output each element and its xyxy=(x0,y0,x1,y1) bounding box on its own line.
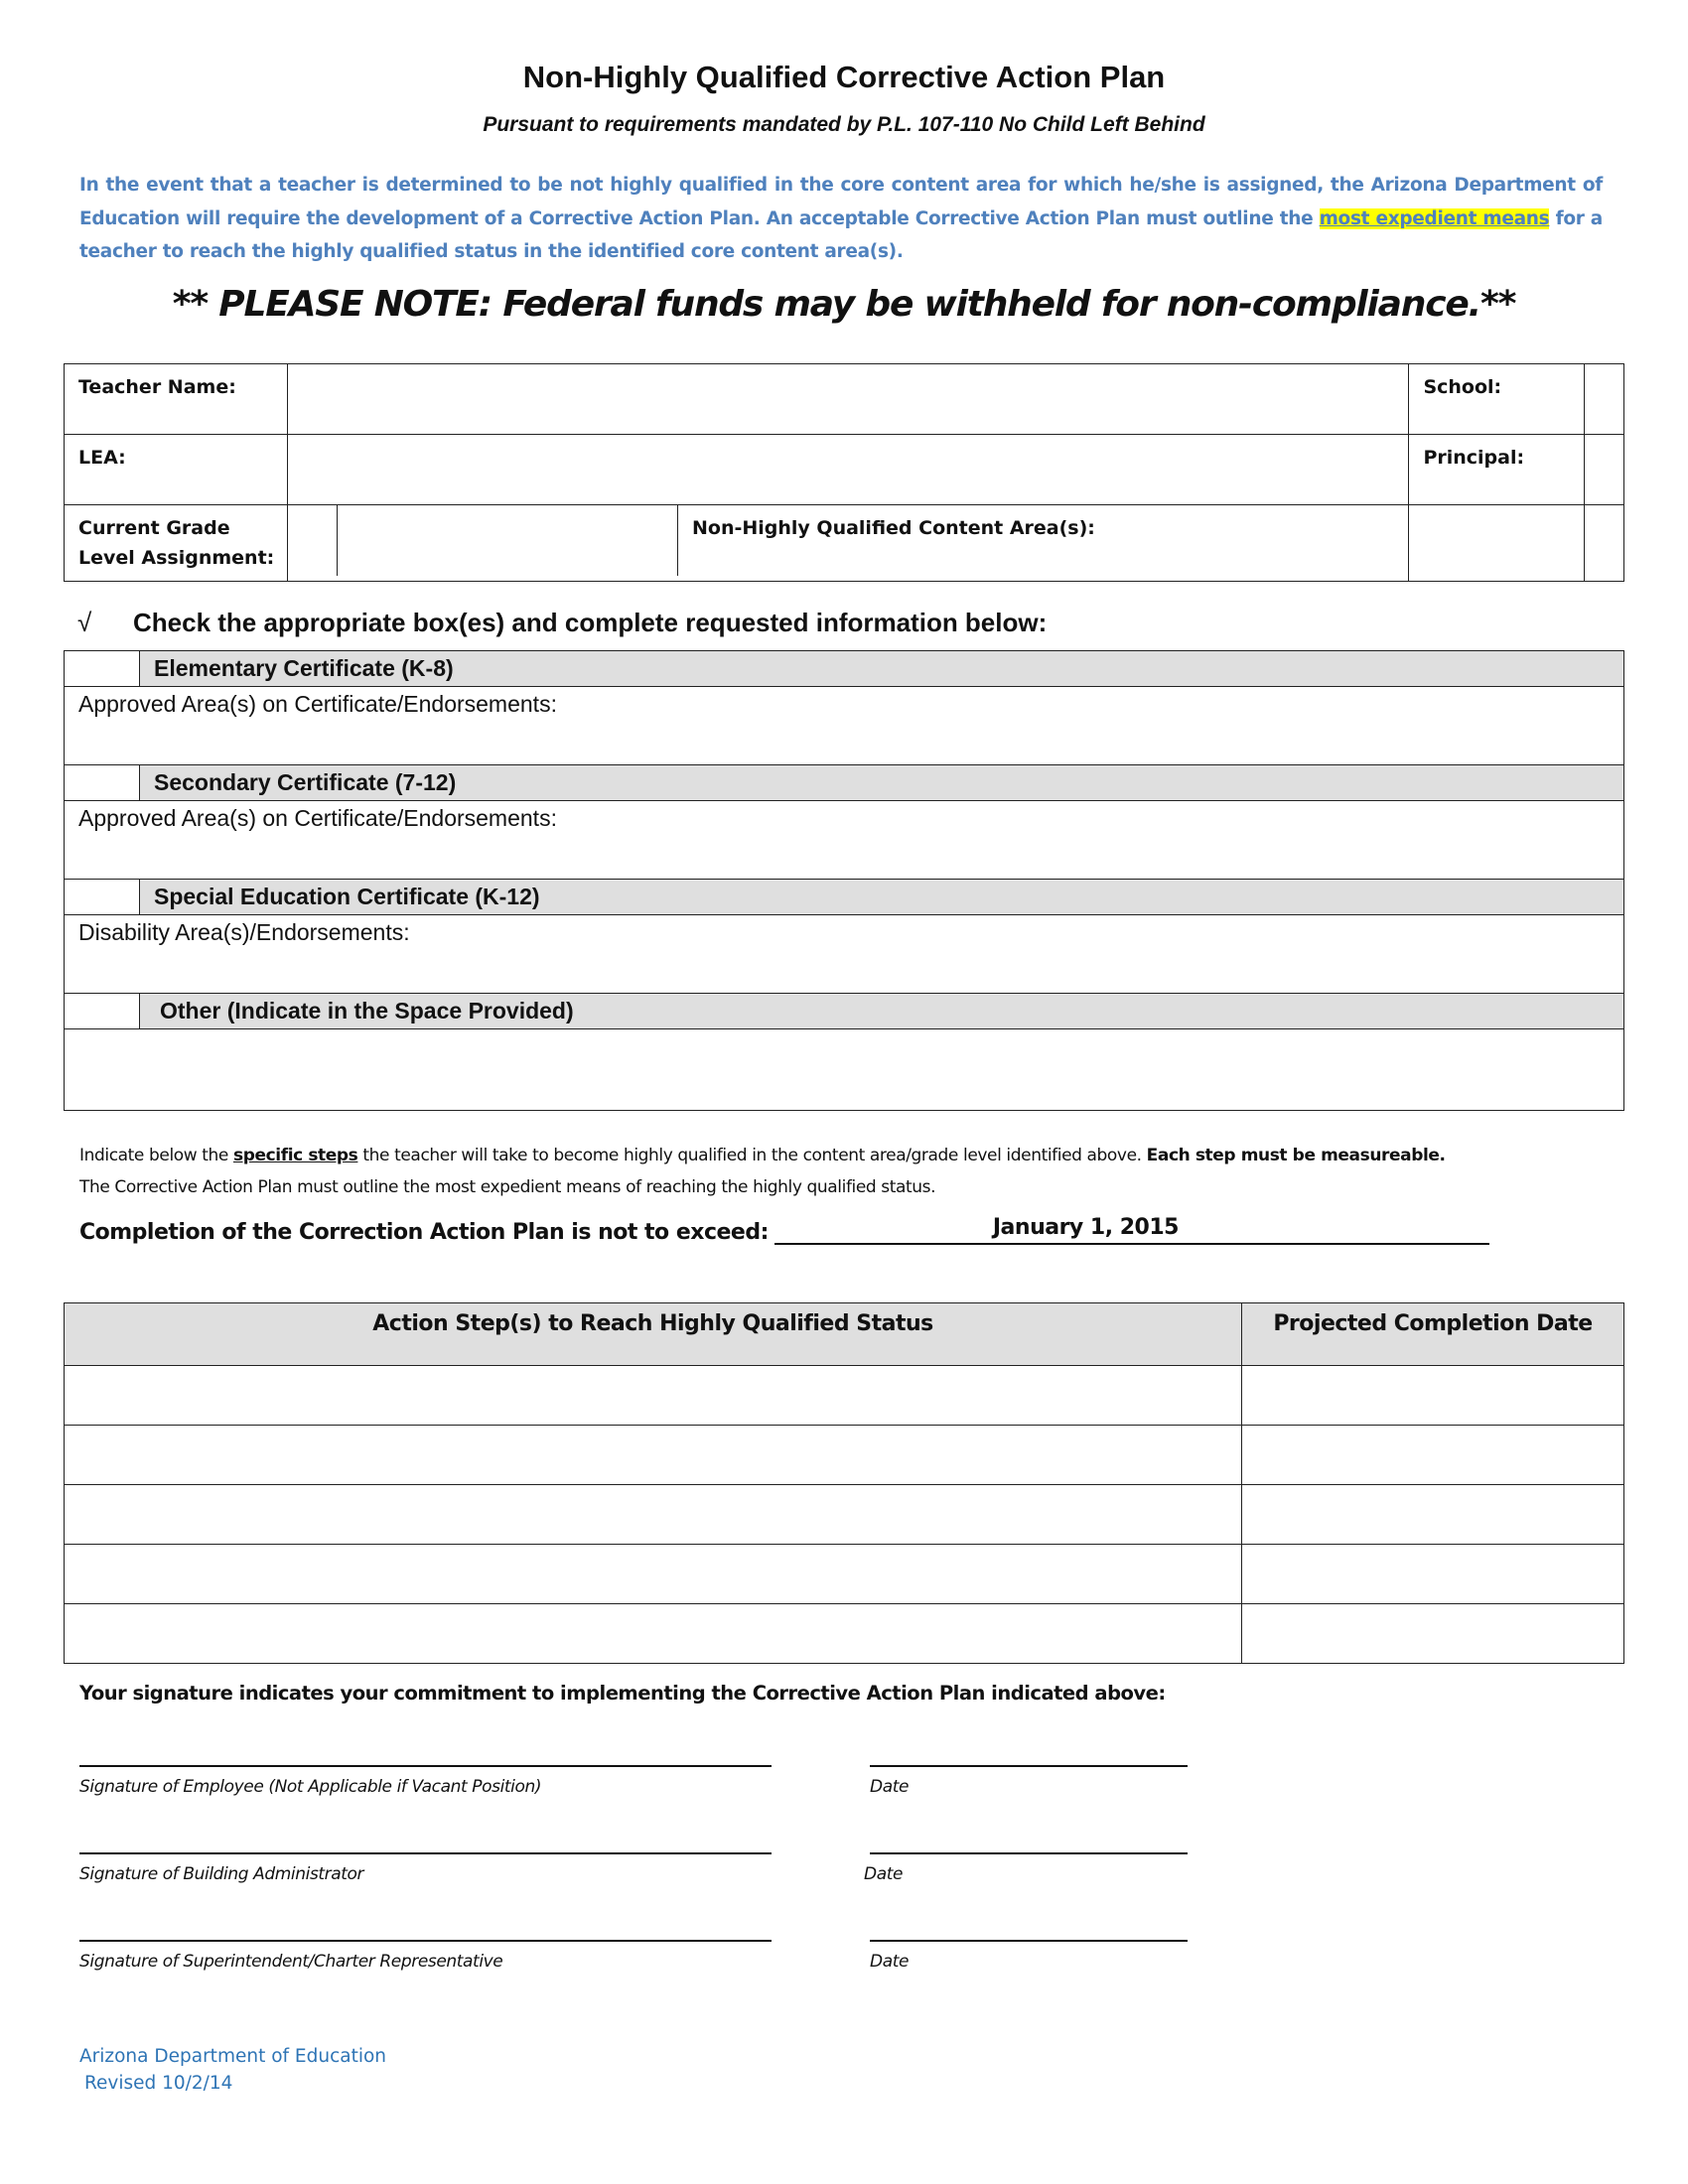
table-row xyxy=(65,1426,1624,1485)
teacher-info-table xyxy=(64,363,1624,582)
grade-level-field-left[interactable] xyxy=(288,505,338,576)
action-step-field[interactable] xyxy=(65,1426,1242,1485)
principal-label: Principal: xyxy=(1409,435,1585,505)
table-row xyxy=(65,1485,1624,1545)
cert-row-special-ed xyxy=(65,880,1623,915)
other-checkbox[interactable] xyxy=(65,994,140,1028)
employee-date-line[interactable] xyxy=(870,1765,1188,1767)
cert-row-other xyxy=(65,994,1623,1029)
compliance-note: ** PLEASE NOTE: Federal funds may be withheld for non-compliance.** xyxy=(172,284,1516,325)
grade-level-field[interactable] xyxy=(338,505,678,576)
instructions-line-1 xyxy=(79,1140,1628,1171)
page-title: Non-Highly Qualified Corrective Action Plan xyxy=(522,60,1166,94)
instructions-line-2: The Corrective Action Plan must outline the most expedient means of reaching the highly qualified status. xyxy=(79,1177,936,1197)
cert-row-secondary xyxy=(65,765,1623,801)
completion-deadline xyxy=(79,1215,1489,1245)
action-steps-table xyxy=(64,1302,1624,1664)
employee-signature-caption: Signature of Employee (Not Applicable if Vacant Position) xyxy=(79,1777,542,1797)
projected-date-field[interactable] xyxy=(1242,1366,1624,1426)
secondary-checkbox[interactable] xyxy=(65,765,140,800)
administrator-date-caption: Date xyxy=(864,1864,904,1884)
principal-field[interactable] xyxy=(1585,435,1624,505)
completion-label: Completion of the Correction Action Plan is not to exceed: xyxy=(79,1220,769,1245)
grade-level-label-text: Current Grade Level Assignment: xyxy=(78,517,275,569)
administrator-signature-caption: Signature of Building Administrator xyxy=(79,1864,364,1884)
superintendent-signature-caption: Signature of Superintendent/Charter Representative xyxy=(79,1952,503,1972)
grade-level-label xyxy=(65,505,288,582)
highlighted-phrase: most expedient means xyxy=(1319,207,1550,229)
checkmark-icon: √ xyxy=(77,608,92,637)
other-field[interactable] xyxy=(65,1029,1623,1110)
footer-revised: Revised 10/2/14 xyxy=(84,2073,233,2094)
instr-underlined: specific steps xyxy=(232,1146,358,1165)
check-heading xyxy=(77,608,1047,638)
instructions xyxy=(79,1140,1628,1203)
employee-date-caption: Date xyxy=(870,1777,910,1797)
lea-label: LEA: xyxy=(65,435,288,505)
secondary-endorsements-field[interactable]: Approved Area(s) on Certificate/Endorsements: xyxy=(65,801,1623,880)
intro-text: In the event that a teacher is determined to be not highly qualified in the core content area for which he/she is assigned, the Arizona Department of Education will require the development of a Corrective Action Plan. An acceptable Corrective Action Plan must outline the xyxy=(79,175,1603,229)
intro-text-end: for a teacher to reach the highly qualified status in the identified core content area(s). xyxy=(79,207,1603,262)
teacher-name-label: Teacher Name: xyxy=(65,364,288,435)
certificate-table xyxy=(64,650,1624,1111)
grade-content-cell xyxy=(288,505,1409,582)
action-steps-header: Action Step(s) to Reach Highly Qualified Status xyxy=(65,1303,1242,1366)
content-area-label-cont xyxy=(1409,505,1585,582)
instr-text: Indicate below the xyxy=(79,1146,233,1165)
other-label: Other (Indicate in the Space Provided) xyxy=(140,994,1623,1028)
superintendent-date-line[interactable] xyxy=(870,1940,1188,1942)
superintendent-date-caption: Date xyxy=(870,1952,910,1972)
disability-endorsements-field[interactable]: Disability Area(s)/Endorsements: xyxy=(65,915,1623,994)
action-step-field[interactable] xyxy=(65,1545,1242,1604)
action-step-field[interactable] xyxy=(65,1485,1242,1545)
table-row xyxy=(65,1604,1624,1664)
superintendent-signature-line[interactable] xyxy=(79,1940,772,1942)
footer-org: Arizona Department of Education xyxy=(79,2046,387,2067)
employee-signature-line[interactable] xyxy=(79,1765,772,1767)
signature-intro: Your signature indicates your commitment to implementing the Corrective Action Plan indicated above: xyxy=(79,1682,1166,1705)
table-row xyxy=(65,1545,1624,1604)
projected-date-field[interactable] xyxy=(1242,1426,1624,1485)
teacher-name-field[interactable] xyxy=(288,364,1409,435)
elementary-checkbox[interactable] xyxy=(65,651,140,686)
page-subtitle: Pursuant to requirements mandated by P.L. 107-110 No Child Left Behind xyxy=(483,113,1205,136)
projected-date-field[interactable] xyxy=(1242,1485,1624,1545)
elementary-label: Elementary Certificate (K-8) xyxy=(140,651,1623,686)
instr-text-2: the teacher will take to become highly qualified in the content area/grade level identified above. xyxy=(357,1146,1147,1165)
school-label: School: xyxy=(1409,364,1585,435)
special-ed-label: Special Education Certificate (K-12) xyxy=(140,880,1623,914)
special-ed-checkbox[interactable] xyxy=(65,880,140,914)
elementary-endorsements-field[interactable]: Approved Area(s) on Certificate/Endorsements: xyxy=(65,687,1623,765)
administrator-date-line[interactable] xyxy=(870,1852,1188,1854)
school-field[interactable] xyxy=(1585,364,1624,435)
action-step-field[interactable] xyxy=(65,1604,1242,1664)
completion-date-header: Projected Completion Date xyxy=(1242,1303,1624,1366)
secondary-label: Secondary Certificate (7-12) xyxy=(140,765,1623,800)
completion-date-field[interactable]: January 1, 2015 xyxy=(774,1215,1489,1245)
instr-bold: Each step must be measureable. xyxy=(1146,1146,1446,1165)
intro-paragraph xyxy=(79,169,1603,269)
action-step-field[interactable] xyxy=(65,1366,1242,1426)
footer xyxy=(79,2043,386,2097)
content-area-label: Non-Highly Qualified Content Area(s): xyxy=(692,517,1095,539)
table-row xyxy=(65,1366,1624,1426)
lea-field[interactable] xyxy=(288,435,1409,505)
projected-date-field[interactable] xyxy=(1242,1545,1624,1604)
content-area-field[interactable] xyxy=(1585,505,1624,582)
cert-row-elementary xyxy=(65,651,1623,687)
administrator-signature-line[interactable] xyxy=(79,1852,772,1854)
projected-date-field[interactable] xyxy=(1242,1604,1624,1664)
check-heading-text: Check the appropriate box(es) and complete requested information below: xyxy=(133,608,1048,637)
